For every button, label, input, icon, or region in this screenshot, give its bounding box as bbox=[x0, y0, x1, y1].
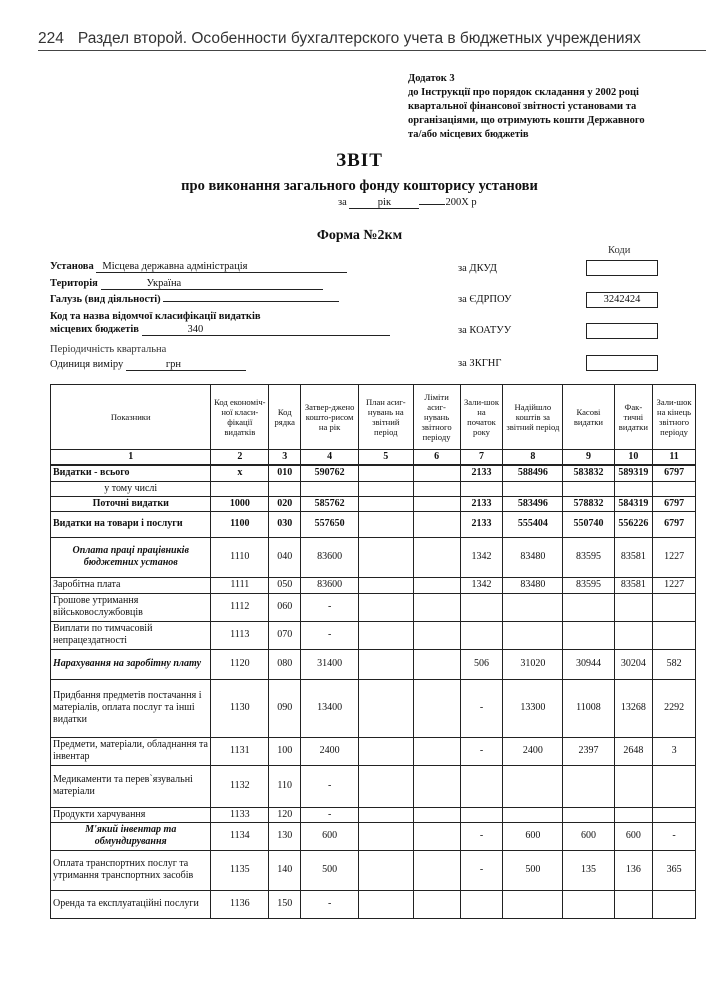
table-row bbox=[51, 465, 696, 481]
period-year: 200Х р bbox=[445, 197, 477, 208]
table-cell bbox=[563, 621, 614, 649]
table-cell: 1113 bbox=[211, 621, 269, 649]
report-table-wrap bbox=[50, 384, 696, 919]
table-cell: - bbox=[460, 737, 503, 765]
page-number: 224 bbox=[38, 30, 64, 47]
table-cell bbox=[413, 807, 460, 822]
form-number: Форма №2км bbox=[316, 228, 403, 243]
table-cell: 040 bbox=[269, 537, 301, 577]
table-cell: 600 bbox=[563, 822, 614, 850]
code-label-dkud: за ДКУД bbox=[458, 263, 497, 274]
column-number: 6 bbox=[413, 450, 460, 466]
periodicity: Періодичність квартальна bbox=[50, 344, 167, 355]
table-cell: 2397 bbox=[563, 737, 614, 765]
col-header: Код економіч-ної класи-фікації видатків bbox=[211, 385, 269, 450]
row-label: Предмети, матеріали, обладнання та інвентар bbox=[51, 737, 211, 765]
table-cell bbox=[359, 890, 414, 918]
column-number: 3 bbox=[269, 450, 301, 466]
table-cell: 136 bbox=[614, 850, 653, 890]
table-cell bbox=[413, 737, 460, 765]
period-blank bbox=[419, 204, 445, 205]
dept-label-2: місцевих бюджетів bbox=[50, 324, 139, 335]
table-cell: 557650 bbox=[301, 511, 359, 537]
table-cell: 600 bbox=[301, 822, 359, 850]
column-number: 9 bbox=[563, 450, 614, 466]
table-cell bbox=[359, 537, 414, 577]
row-label: Грошове утримання військовослужбовців bbox=[51, 593, 211, 621]
table-cell bbox=[614, 621, 653, 649]
table-row bbox=[51, 481, 696, 496]
code-label-edrpou: за ЄДРПОУ bbox=[458, 294, 512, 305]
table-cell: 1342 bbox=[460, 537, 503, 577]
table-cell: 83600 bbox=[301, 537, 359, 577]
table-cell: 090 bbox=[269, 679, 301, 737]
dept-label-1: Код та назва відомчої класифікації видатків bbox=[50, 311, 261, 322]
table-cell bbox=[413, 511, 460, 537]
report-title: ЗВІТ bbox=[336, 150, 383, 171]
row-label: Заробітна плата bbox=[51, 577, 211, 593]
table-cell: 30204 bbox=[614, 649, 653, 679]
row-label: Оплата транспортних послуг та утримання транспортних засобів bbox=[51, 850, 211, 890]
codes-label: Коди bbox=[608, 245, 631, 256]
table-cell: 1133 bbox=[211, 807, 269, 822]
table-cell: 2648 bbox=[614, 737, 653, 765]
table-cell: 550740 bbox=[563, 511, 614, 537]
table-cell: 2133 bbox=[460, 511, 503, 537]
table-cell bbox=[653, 481, 696, 496]
table-cell bbox=[614, 481, 653, 496]
col-header: Затвер-джено кошто-рисом на рік bbox=[301, 385, 359, 450]
table-cell bbox=[614, 593, 653, 621]
running-title: Раздел второй. Особенности бухгалтерского учета в бюджетных учреждениях bbox=[77, 30, 641, 47]
table-cell: - bbox=[301, 621, 359, 649]
table-cell bbox=[413, 621, 460, 649]
col-header: Надійшло коштів за звітний період bbox=[503, 385, 563, 450]
table-cell: 83595 bbox=[563, 537, 614, 577]
row-label: Поточні видатки bbox=[51, 496, 211, 511]
table-cell bbox=[359, 465, 414, 481]
table-cell bbox=[359, 577, 414, 593]
table-cell: 1132 bbox=[211, 765, 269, 807]
table-cell: 120 bbox=[269, 807, 301, 822]
table-cell bbox=[413, 850, 460, 890]
table-cell: 080 bbox=[269, 649, 301, 679]
column-number: 4 bbox=[301, 450, 359, 466]
table-row bbox=[51, 679, 696, 737]
row-label: Медикаменти та перев`язувальні матеріали bbox=[51, 765, 211, 807]
col-header: Касові видатки bbox=[563, 385, 614, 450]
table-cell bbox=[359, 765, 414, 807]
table-cell: 1130 bbox=[211, 679, 269, 737]
col-header: Код рядка bbox=[269, 385, 301, 450]
unit-value: грн bbox=[126, 359, 246, 371]
report-subtitle: про виконання загального фонду кошторису установи bbox=[181, 178, 538, 194]
addendum-line: організаціями, що отримують кошти Державного bbox=[408, 115, 645, 126]
row-label: Видатки - всього bbox=[51, 465, 211, 481]
table-row bbox=[51, 496, 696, 511]
header-row bbox=[51, 385, 696, 450]
addendum-line: до Інструкції про порядок складання у 2002 році bbox=[408, 87, 639, 98]
branch-field bbox=[50, 294, 339, 305]
table-cell: 150 bbox=[269, 890, 301, 918]
table-cell bbox=[359, 649, 414, 679]
dept-value: 340 bbox=[142, 324, 390, 336]
table-cell bbox=[359, 511, 414, 537]
table-cell: - bbox=[460, 850, 503, 890]
column-number: 8 bbox=[503, 450, 563, 466]
row-label: Оплата праці працівників бюджетних установ bbox=[51, 537, 211, 577]
table-cell: 1134 bbox=[211, 822, 269, 850]
table-cell: 140 bbox=[269, 850, 301, 890]
table-cell: 1342 bbox=[460, 577, 503, 593]
table-cell bbox=[563, 765, 614, 807]
table-cell bbox=[413, 465, 460, 481]
table-cell bbox=[460, 481, 503, 496]
table-cell bbox=[301, 481, 359, 496]
table-cell: 13400 bbox=[301, 679, 359, 737]
table-cell: 590762 bbox=[301, 465, 359, 481]
table-row bbox=[51, 593, 696, 621]
table-cell: 6797 bbox=[653, 465, 696, 481]
table-cell: - bbox=[301, 807, 359, 822]
code-box-dkud bbox=[586, 260, 658, 276]
table-row bbox=[51, 537, 696, 577]
row-label: у тому числі bbox=[51, 481, 211, 496]
territory-value: Україна bbox=[101, 278, 323, 290]
column-number: 10 bbox=[614, 450, 653, 466]
table-cell: 2400 bbox=[503, 737, 563, 765]
table-cell: 2133 bbox=[460, 465, 503, 481]
table-cell: 83600 bbox=[301, 577, 359, 593]
table-cell bbox=[413, 481, 460, 496]
table-cell: 2133 bbox=[460, 496, 503, 511]
table-cell: 83595 bbox=[563, 577, 614, 593]
table-cell bbox=[413, 890, 460, 918]
table-cell: 030 bbox=[269, 511, 301, 537]
table-cell bbox=[563, 593, 614, 621]
col-header: План асиг-нувань на звітний період bbox=[359, 385, 414, 450]
table-cell bbox=[413, 496, 460, 511]
row-label: Придбання предметів постачання і матеріалів, оплата послуг та інші видатки bbox=[51, 679, 211, 737]
table-cell bbox=[563, 807, 614, 822]
table-cell bbox=[614, 807, 653, 822]
table-cell bbox=[563, 890, 614, 918]
dept-field-line1 bbox=[50, 311, 261, 322]
table-cell: 2292 bbox=[653, 679, 696, 737]
table-cell: 050 bbox=[269, 577, 301, 593]
table-cell: 583496 bbox=[503, 496, 563, 511]
table-cell bbox=[413, 765, 460, 807]
table-cell bbox=[359, 679, 414, 737]
addendum bbox=[408, 72, 708, 142]
table-cell bbox=[653, 621, 696, 649]
table-cell: 588496 bbox=[503, 465, 563, 481]
table-cell: 500 bbox=[503, 850, 563, 890]
table-row bbox=[51, 822, 696, 850]
table-cell bbox=[503, 890, 563, 918]
table-cell: 1227 bbox=[653, 577, 696, 593]
table-cell bbox=[269, 481, 301, 496]
table-cell bbox=[359, 822, 414, 850]
table-cell bbox=[460, 765, 503, 807]
table-cell: 506 bbox=[460, 649, 503, 679]
period-prefix: за bbox=[338, 197, 347, 208]
table-cell: 1136 bbox=[211, 890, 269, 918]
table-cell bbox=[359, 481, 414, 496]
territory-field bbox=[50, 278, 323, 290]
col-header: Зали-шок на кінець звітного періоду bbox=[653, 385, 696, 450]
branch-value bbox=[163, 301, 339, 302]
row-label: Виплати по тимчасовій непрацездатності bbox=[51, 621, 211, 649]
table-cell: 010 bbox=[269, 465, 301, 481]
table-cell bbox=[359, 496, 414, 511]
code-label-zkgng: за ЗКГНГ bbox=[458, 358, 502, 369]
table-cell: 3 bbox=[653, 737, 696, 765]
column-number-row bbox=[51, 450, 696, 466]
table-cell: 1131 bbox=[211, 737, 269, 765]
table-cell bbox=[503, 807, 563, 822]
table-cell: 556226 bbox=[614, 511, 653, 537]
table-cell: 070 bbox=[269, 621, 301, 649]
table-cell: 13268 bbox=[614, 679, 653, 737]
table-cell: 600 bbox=[503, 822, 563, 850]
table-cell bbox=[413, 593, 460, 621]
code-label-koatuu: за КОАТУУ bbox=[458, 325, 512, 336]
table-cell bbox=[460, 593, 503, 621]
table-cell: 83581 bbox=[614, 577, 653, 593]
col-header: Зали-шок на початок року bbox=[460, 385, 503, 450]
table-cell bbox=[359, 737, 414, 765]
code-box-koatuu bbox=[586, 323, 658, 339]
unit-label: Одиниця виміру bbox=[50, 359, 124, 370]
table-cell bbox=[413, 679, 460, 737]
column-number: 11 bbox=[653, 450, 696, 466]
table-cell: 83581 bbox=[614, 537, 653, 577]
table-cell: 582 bbox=[653, 649, 696, 679]
table-cell bbox=[359, 850, 414, 890]
territory-label: Територія bbox=[50, 278, 98, 289]
table-cell: 30944 bbox=[563, 649, 614, 679]
table-cell bbox=[563, 481, 614, 496]
table-cell: 1111 bbox=[211, 577, 269, 593]
table-cell bbox=[503, 593, 563, 621]
table-cell bbox=[653, 890, 696, 918]
row-label: Видатки на товари і послуги bbox=[51, 511, 211, 537]
table-cell bbox=[413, 577, 460, 593]
table-cell: 2400 bbox=[301, 737, 359, 765]
table-cell bbox=[653, 765, 696, 807]
column-number: 5 bbox=[359, 450, 414, 466]
table-cell: 1110 bbox=[211, 537, 269, 577]
table-cell bbox=[359, 593, 414, 621]
table-cell: 83480 bbox=[503, 537, 563, 577]
code-box-edrpou: 3242424 bbox=[586, 292, 658, 308]
table-cell: - bbox=[460, 822, 503, 850]
branch-label: Галузь (вид діяльності) bbox=[50, 294, 161, 305]
table-cell: 578832 bbox=[563, 496, 614, 511]
addendum-line: квартальної фінансової звітності установами та bbox=[408, 101, 637, 112]
table-cell: 1112 bbox=[211, 593, 269, 621]
table-row bbox=[51, 850, 696, 890]
code-box-zkgng bbox=[586, 355, 658, 371]
table-cell: 365 bbox=[653, 850, 696, 890]
col-header: Ліміти асиг-нувань звітного періоду bbox=[413, 385, 460, 450]
row-label: Продукти харчування bbox=[51, 807, 211, 822]
table-cell: 585762 bbox=[301, 496, 359, 511]
addendum-line: та/або місцевих бюджетів bbox=[408, 129, 529, 140]
table-row bbox=[51, 807, 696, 822]
institution-value: Місцева державна адміністрація bbox=[96, 261, 347, 273]
table-cell: 110 bbox=[269, 765, 301, 807]
table-cell bbox=[413, 822, 460, 850]
table-cell bbox=[503, 481, 563, 496]
table-row bbox=[51, 577, 696, 593]
column-number: 2 bbox=[211, 450, 269, 466]
institution-label: Установа bbox=[50, 261, 94, 272]
table-row bbox=[51, 511, 696, 537]
table-cell: 6797 bbox=[653, 496, 696, 511]
unit-field bbox=[50, 359, 246, 371]
table-cell bbox=[653, 593, 696, 621]
table-cell bbox=[211, 481, 269, 496]
table-cell: 11008 bbox=[563, 679, 614, 737]
row-label: М'який інвентар та обмундирування bbox=[51, 822, 211, 850]
addendum-line: Додаток 3 bbox=[408, 73, 455, 84]
table-cell: 584319 bbox=[614, 496, 653, 511]
table-cell: 130 bbox=[269, 822, 301, 850]
dept-field-line2 bbox=[50, 324, 390, 336]
table-cell: 135 bbox=[563, 850, 614, 890]
table-cell bbox=[460, 621, 503, 649]
header-rule bbox=[38, 50, 706, 51]
table-cell bbox=[614, 765, 653, 807]
col-header: Фак-тичні видатки bbox=[614, 385, 653, 450]
table-cell: 020 bbox=[269, 496, 301, 511]
table-cell bbox=[614, 890, 653, 918]
table-cell: 555404 bbox=[503, 511, 563, 537]
table-cell: 1227 bbox=[653, 537, 696, 577]
table-cell: 589319 bbox=[614, 465, 653, 481]
table-cell: 1100 bbox=[211, 511, 269, 537]
table-cell bbox=[460, 890, 503, 918]
period-field: рік bbox=[349, 197, 419, 209]
table-row bbox=[51, 649, 696, 679]
table-cell: - bbox=[301, 890, 359, 918]
table-cell: 600 bbox=[614, 822, 653, 850]
table-cell bbox=[413, 537, 460, 577]
table-row bbox=[51, 621, 696, 649]
table-cell bbox=[359, 621, 414, 649]
table-cell: 500 bbox=[301, 850, 359, 890]
table-cell: - bbox=[301, 765, 359, 807]
table-cell: 583832 bbox=[563, 465, 614, 481]
table-cell: 31020 bbox=[503, 649, 563, 679]
report-period bbox=[338, 197, 477, 209]
table-cell: 31400 bbox=[301, 649, 359, 679]
table-cell bbox=[460, 807, 503, 822]
table-cell bbox=[503, 621, 563, 649]
table-cell: 100 bbox=[269, 737, 301, 765]
col-header: Показники bbox=[51, 385, 211, 450]
table-cell: - bbox=[653, 822, 696, 850]
table-cell: х bbox=[211, 465, 269, 481]
table-row bbox=[51, 737, 696, 765]
table-cell: - bbox=[301, 593, 359, 621]
table-cell: 1135 bbox=[211, 850, 269, 890]
table-cell: 13300 bbox=[503, 679, 563, 737]
row-label: Нарахування на заробітну плату bbox=[51, 649, 211, 679]
table-cell bbox=[413, 649, 460, 679]
table-row bbox=[51, 765, 696, 807]
table-body bbox=[51, 465, 696, 918]
row-label: Оренда та експлуатаційні послуги bbox=[51, 890, 211, 918]
table-cell bbox=[653, 807, 696, 822]
column-number: 7 bbox=[460, 450, 503, 466]
table-cell: - bbox=[460, 679, 503, 737]
report-table bbox=[50, 384, 696, 919]
table-cell: 060 bbox=[269, 593, 301, 621]
table-cell: 83480 bbox=[503, 577, 563, 593]
table-cell: 1120 bbox=[211, 649, 269, 679]
table-row bbox=[51, 890, 696, 918]
table-cell: 6797 bbox=[653, 511, 696, 537]
running-header bbox=[38, 30, 706, 48]
column-number: 1 bbox=[51, 450, 211, 466]
institution-field bbox=[50, 261, 347, 273]
table-cell: 1000 bbox=[211, 496, 269, 511]
table-cell bbox=[359, 807, 414, 822]
table-cell bbox=[503, 765, 563, 807]
